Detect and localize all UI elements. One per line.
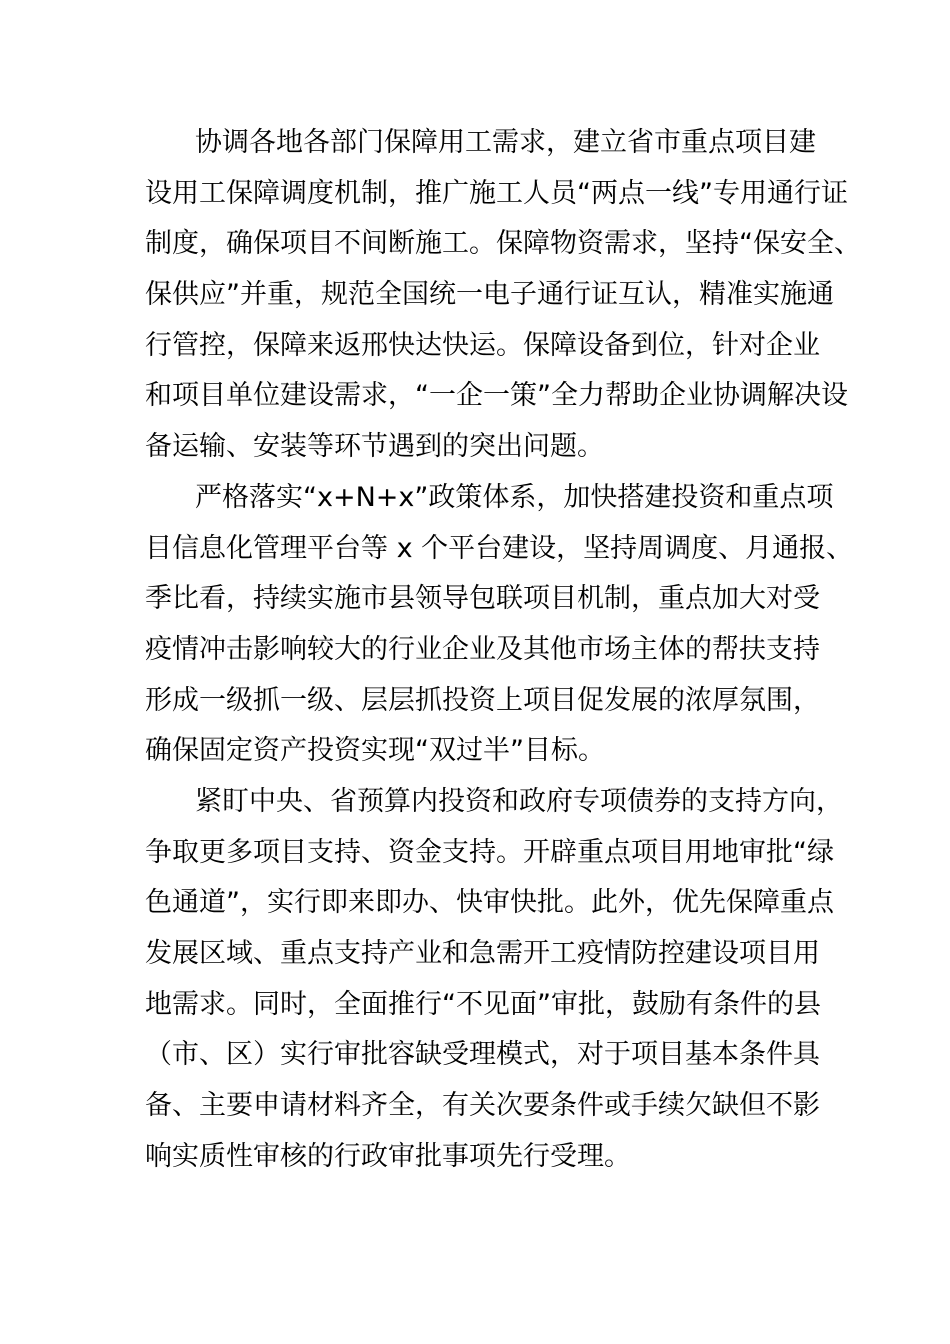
text-line: 确保固定资产投资实现“双过半”目标。: [145, 735, 605, 767]
text-line: 目信息化管理平台等 x 个平台建设，坚持周调度、月通报、: [145, 532, 854, 564]
text-line: 响实质性审核的行政审批事项先行受理。: [145, 1140, 631, 1172]
text-line: 色通道”，实行即来即办、快审快批。此外，优先保障重点: [145, 887, 834, 919]
text-line: 设用工保障调度机制，推广施工人员“两点一线”专用通行证: [145, 177, 848, 209]
text-line: 备、主要申请材料齐全，有关次要条件或手续欠缺但不影: [145, 1090, 820, 1122]
text-line: 保供应”并重，规范全国统一电子通行证互认，精准实施通: [145, 279, 834, 311]
paragraph-investment-approval: [145, 777, 843, 1183]
text-line: 紧盯中央、省预算内投资和政府专项债券的支持方向，: [195, 785, 843, 817]
document-body: [145, 118, 861, 1182]
text-line: 备运输、安装等环节遇到的突出问题。: [145, 431, 604, 463]
paragraph-employment-guarantee: [145, 118, 861, 473]
text-line: 疫情冲击影响较大的行业企业及其他市场主体的帮扶支持: [145, 633, 820, 665]
text-line: 发展区域、重点支持产业和急需开工疫情防控建设项目用: [145, 938, 820, 969]
text-line: （市、区）实行审批容缺受理模式，对于项目基本条件具: [145, 1039, 820, 1071]
text-line: 制度，确保项目不间断施工。保障物资需求，坚持“保安全、: [145, 228, 861, 260]
text-line: 争取更多项目支持、资金支持。开辟重点项目用地审批“绿: [145, 836, 834, 868]
text-line: 行管控，保障来返邢快达快运。保障设备到位，针对企业: [145, 329, 820, 361]
text-line: 季比看，持续实施市县领导包联项目机制，重点加大对受: [145, 583, 820, 615]
text-line: 形成一级抓一级、层层抓投资上项目促发展的浓厚氛围，: [145, 684, 820, 716]
text-line: 和项目单位建设需求，“一企一策”全力帮助企业协调解决设: [145, 380, 848, 412]
text-line: 协调各地各部门保障用工需求，建立省市重点项目建: [195, 127, 816, 158]
text-line: 地需求。同时，全面推行“不见面”审批，鼓励有条件的县: [145, 988, 821, 1020]
paragraph-policy-system: [145, 473, 854, 777]
text-line: 严格落实“x+N+x”政策体系，加快搭建投资和重点项: [195, 481, 834, 513]
